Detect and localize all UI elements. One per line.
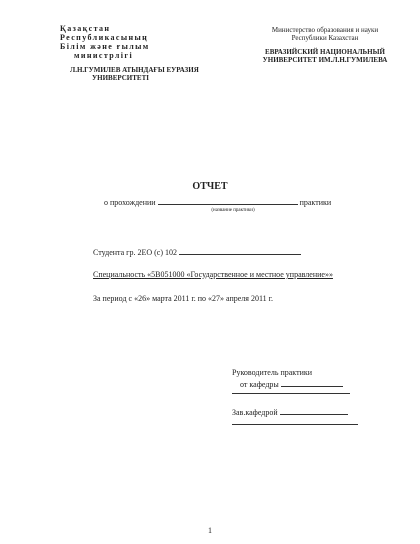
- practice-line: [104, 196, 374, 208]
- practice-prefix: о прохождении: [104, 198, 156, 207]
- specialty-label: Специальность «5В051000 «Государственное и местное управление»»: [93, 270, 333, 279]
- header-left-university-line: Л.Н.ГУМИЛЕВ АТЫНДАҒЫ ЕУРАЗИЯ: [70, 66, 199, 74]
- header-left-university-line: УНИВЕРСИТЕТІ: [92, 74, 149, 82]
- supervisor-line-2: [232, 378, 343, 390]
- header-right-university-line: УНИВЕРСИТЕТ ИМ.Л.Н.ГУМИЛЕВА: [262, 56, 388, 64]
- header-left-ministry-line: Білім және ғылым: [60, 42, 150, 51]
- header-right-ministry-line: Министерство образования и науки: [271, 26, 379, 34]
- header-left: [60, 24, 200, 82]
- practice-suffix: практики: [299, 198, 332, 207]
- specialty-line: [93, 270, 333, 280]
- head-extra-blank: [232, 424, 358, 425]
- practice-name-blank: [158, 196, 298, 205]
- student-label: Студента гр. 2ЕО (с) 102: [93, 248, 177, 257]
- head-signature-blank: [280, 406, 348, 415]
- head-label: Зав.кафедрой: [232, 408, 278, 417]
- period-line: [93, 294, 273, 304]
- header-left-ministry-line: министрлігі: [74, 51, 134, 60]
- practice-caption: (название практики): [211, 208, 255, 213]
- header-right-university-line: ЕВРАЗИЙСКИЙ НАЦИОНАЛЬНЫЙ: [265, 48, 385, 56]
- page-number: 1: [208, 526, 212, 535]
- supervisor-extra-blank: [232, 393, 350, 394]
- supervisor-block: [232, 368, 343, 390]
- supervisor-signature-blank: [281, 378, 343, 387]
- head-line: [232, 406, 348, 418]
- period-label: За период с «26» марта 2011 г. по «27» апреля 2011 г.: [93, 294, 274, 303]
- header-left-ministry-line: Республикасының: [60, 33, 149, 42]
- header-right-ministry-line: Республики Казахстан: [291, 34, 359, 42]
- student-line: [93, 246, 301, 258]
- supervisor-line-1: Руководитель практики: [232, 368, 313, 377]
- header-left-ministry-line: Қазақстан: [60, 24, 111, 33]
- supervisor-label: от кафедры: [240, 380, 279, 389]
- student-name-blank: [179, 246, 301, 255]
- header-right: [255, 26, 395, 64]
- report-title: ОТЧЕТ: [192, 181, 228, 192]
